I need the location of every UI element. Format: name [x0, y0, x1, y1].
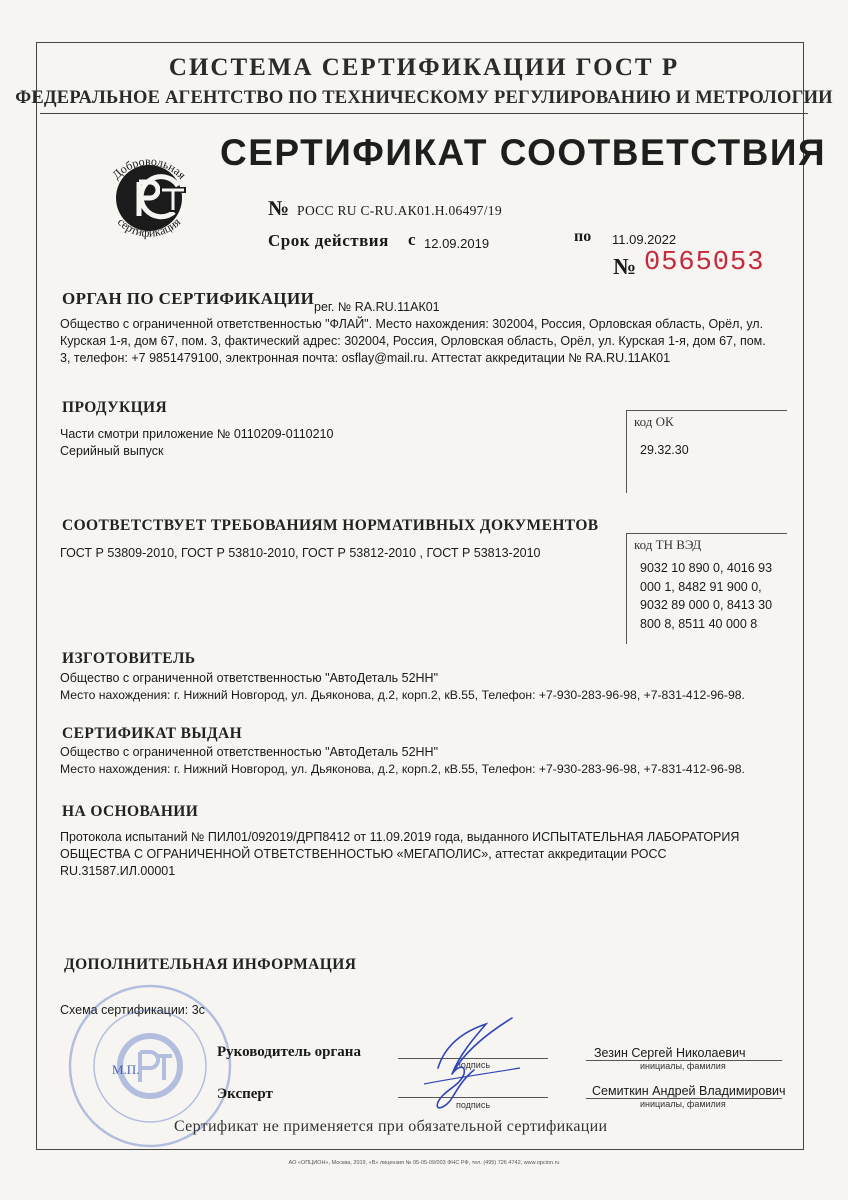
- printer-info: АО «ОПЦИОН», Москва, 2019, «В» лицензия № 05-05-09/003 ФНС РФ, тел. (495) 726 4742, www.opcion.ru: [288, 1160, 560, 1166]
- kod-ok-value: 29.32.30: [640, 443, 689, 457]
- kod-tn-label: код ТН ВЭД: [634, 537, 702, 552]
- head-name-caption: инициалы, фамилия: [640, 1061, 726, 1071]
- basis-line-3: RU.31587.ИЛ.00001: [60, 864, 176, 878]
- certificate-title: СЕРТИФИКАТ СООТВЕТСТВИЯ: [220, 132, 827, 173]
- signature-icon: [394, 1008, 544, 1118]
- cert-no-label: №: [268, 196, 290, 220]
- scheme-text: Схема сертификации: 3с: [60, 1003, 205, 1017]
- expert-signature-caption: подпись: [456, 1100, 491, 1110]
- expert-label: Эксперт: [217, 1086, 273, 1102]
- kod-tn-line: 800 8, 8511 40 000 8: [640, 616, 758, 631]
- agency-title: [0, 88, 848, 114]
- basis-details: [60, 829, 790, 880]
- agency-divider: [40, 113, 808, 114]
- cert-number: РОСС RU C-RU.АК01.Н.06497/19: [297, 203, 502, 218]
- expert-name: Семиткин Андрей Владимирович: [592, 1084, 786, 1098]
- product-heading: ПРОДУКЦИЯ: [62, 399, 168, 416]
- organ-line-1: Общество с ограниченной ответственностью "ФЛАЙ". Место нахождения: 302004, Россия, Орловская область, Орёл, ул.: [60, 317, 764, 331]
- blank-no-label: №: [613, 254, 637, 279]
- gost-logo-icon: [94, 140, 204, 250]
- head-label: Руководитель органа: [217, 1044, 361, 1060]
- manufacturer-line-1: Общество с ограниченной ответственностью "АвтоДеталь 52НН": [60, 671, 439, 685]
- blank-number: 0565053: [644, 248, 765, 278]
- organ-details: [60, 316, 790, 367]
- mp-label: М.П.: [112, 1062, 140, 1077]
- issued-line-2: Место нахождения: г. Нижний Новгород, ул. Дьяконова, д.2, корп.2, кВ.55, Телефон: +7-930-283-96-98, +7-831-412-96-98.: [60, 762, 745, 776]
- logo-bottom-text: сертификация: [114, 214, 184, 240]
- head-name: Зезин Сергей Николаевич: [594, 1046, 746, 1060]
- head-signature-caption: подпись: [456, 1060, 491, 1070]
- product-line-2: Серийный выпуск: [60, 444, 164, 458]
- validity-label: Срок действия: [268, 231, 389, 250]
- validity-from-label: с: [408, 230, 416, 249]
- kod-tn-values: [640, 559, 772, 633]
- kod-ok-label: код ОК: [634, 414, 674, 429]
- conformity-heading: СООТВЕТСТВУЕТ ТРЕБОВАНИЯМ НОРМАТИВНЫХ ДОКУМЕНТОВ: [62, 517, 599, 534]
- gost-logo: [94, 140, 204, 250]
- logo-top-text: Добровольная: [109, 154, 189, 182]
- manufacturer-details: [60, 670, 800, 704]
- product-line-1: Части смотри приложение № 0110209-0110210: [60, 427, 334, 441]
- issued-line-1: Общество с ограниченной ответственностью "АвтоДеталь 52НН": [60, 745, 439, 759]
- system-title: СИСТЕМА СЕРТИФИКАЦИИ ГОСТ Р: [168, 54, 680, 81]
- handwritten-signature: [394, 1008, 544, 1118]
- agency-title-text: ФЕДЕРАЛЬНОЕ АГЕНТСТВО ПО ТЕХНИЧЕСКОМУ РЕГУЛИРОВАНИЮ И МЕТРОЛОГИИ: [15, 88, 833, 108]
- validity-from-date: 12.09.2019: [424, 236, 490, 251]
- kod-tn-line: 000 1, 8482 91 900 0,: [640, 579, 762, 594]
- basis-line-2: ОБЩЕСТВА С ОГРАНИЧЕННОЙ ОТВЕТСТВЕННОСТЬЮ «МЕГАПОЛИС», аттестат аккредитации РОСС: [60, 847, 667, 861]
- footer-notice: Сертификат не применяется при обязательной сертификации: [174, 1118, 608, 1135]
- validity-to-date: 11.09.2022: [612, 232, 677, 247]
- manufacturer-line-2: Место нахождения: г. Нижний Новгород, ул. Дьяконова, д.2, корп.2, кВ.55, Телефон: +7-930-283-96-98, +7-831-412-96-98.: [60, 688, 745, 702]
- organ-heading: ОРГАН ПО СЕРТИФИКАЦИИ: [62, 289, 315, 308]
- organ-line-2: Курская 1-я, дом 67, пом. 3, фактический адрес: 302004, Россия, Орловская область, Орёл, ул. Курская 1-я, дом 67, пом.: [60, 334, 766, 348]
- basis-line-1: Протокола испытаний № ПИЛ01/092019/ДРП8412 от 11.09.2019 года, выданного ИСПЫТАТЕЛЬНАЯ ЛАБОРАТОРИЯ: [60, 830, 740, 844]
- product-details: [60, 426, 333, 460]
- expert-name-caption: инициалы, фамилия: [640, 1099, 726, 1109]
- issued-heading: СЕРТИФИКАТ ВЫДАН: [62, 725, 243, 742]
- manufacturer-heading: ИЗГОТОВИТЕЛЬ: [62, 650, 196, 667]
- conformity-docs: ГОСТ Р 53809-2010, ГОСТ Р 53810-2010, ГОСТ Р 53812-2010 , ГОСТ Р 53813-2010: [60, 546, 541, 560]
- validity-to-label: по: [574, 228, 592, 245]
- kod-tn-line: 9032 10 890 0, 4016 93: [640, 561, 773, 575]
- kod-tn-line: 9032 89 000 0, 8413 30: [640, 598, 773, 612]
- issued-details: [60, 744, 800, 778]
- additional-heading: ДОПОЛНИТЕЛЬНАЯ ИНФОРМАЦИЯ: [64, 956, 357, 973]
- organ-reg: рег. № RA.RU.11АК01: [314, 300, 440, 314]
- basis-heading: НА ОСНОВАНИИ: [62, 803, 199, 820]
- organ-line-3: 3, телефон: +7 9851479100, электронная почта: osflay@mail.ru. Аттестат аккредитации № RA.RU.11АК01: [60, 351, 671, 365]
